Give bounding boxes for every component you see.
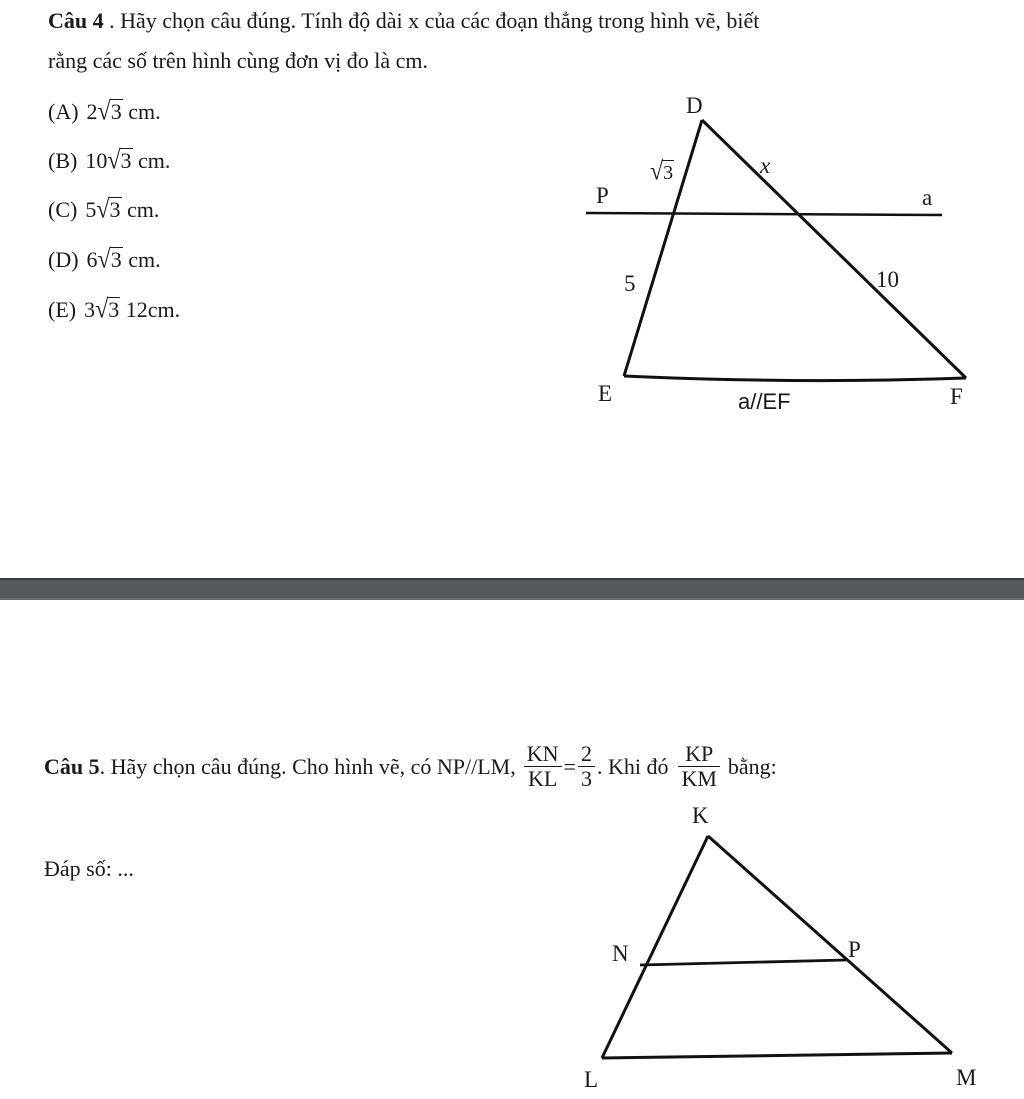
q5-statement-c: bằng: xyxy=(727,753,777,779)
q4-option-a[interactable]: (A) 2√3 cm. xyxy=(48,97,161,127)
option-letter: (D) xyxy=(48,247,79,272)
label-K: K xyxy=(692,803,709,828)
sqrt-symbol: √3 xyxy=(650,157,674,187)
option-letter: (A) xyxy=(48,99,79,124)
label-M: M xyxy=(956,1065,977,1090)
q4-option-b[interactable]: (B) 10√3 cm. xyxy=(48,146,171,176)
equals-sign: = xyxy=(563,753,576,779)
sqrt-symbol: √3 xyxy=(97,245,122,275)
label-F: F xyxy=(950,384,963,409)
q4-title: Câu 4 xyxy=(48,8,104,33)
sqrt-symbol: √3 xyxy=(107,146,132,176)
label-N: N xyxy=(612,941,629,966)
sqrt-symbol: √3 xyxy=(95,295,120,325)
label-D: D xyxy=(686,93,703,118)
label-L: L xyxy=(584,1067,599,1092)
fraction-KP-KM: $\frac{KP}{KM}$ xyxy=(678,742,719,791)
q4-option-e[interactable]: (E) 3√3 12cm. xyxy=(48,295,181,325)
q4-option-c[interactable]: (C) 5√3 cm. xyxy=(48,195,160,225)
option-letter: (E) xyxy=(48,297,77,322)
q5-statement-b: . Khi đó xyxy=(596,753,669,779)
label-5: 5 xyxy=(624,271,636,296)
label-10: 10 xyxy=(876,267,899,292)
sqrt-symbol: √3 xyxy=(97,97,122,127)
q5-title: Câu 5 xyxy=(44,753,100,779)
q5-answer-label[interactable]: Đáp số: ... xyxy=(44,856,134,881)
label-parallel-note: a//EF xyxy=(738,389,791,414)
sqrt-symbol: √3 xyxy=(96,195,121,225)
q4-option-d[interactable]: (D) 6√3 cm. xyxy=(48,245,161,275)
label-E: E xyxy=(598,381,613,406)
q4-statement-line2: rằng các số trên hình cùng đơn vị đo là cm. xyxy=(48,48,429,73)
segment-KM xyxy=(708,836,952,1053)
q4-statement-line1: . Hãy chọn câu đúng. Tính độ dài x của các đoạn thẳng trong hình vẽ, biết xyxy=(103,8,760,33)
option-letter: (B) xyxy=(48,148,78,173)
label-x: x xyxy=(760,153,771,178)
label-P: P xyxy=(596,183,609,208)
label-P-q5: P xyxy=(848,937,861,962)
segment-LM xyxy=(602,1053,952,1058)
q5-statement-a: . Hãy chọn câu đúng. Cho hình vẽ, có NP//LM, xyxy=(99,753,516,779)
fraction-KN-KL: $\frac{KN}{KL}$ xyxy=(524,742,562,791)
segment-NP xyxy=(640,960,846,965)
fraction-2-3: $\frac{2}{3}$ xyxy=(578,742,595,791)
label-a: a xyxy=(922,185,933,210)
option-letter: (C) xyxy=(48,197,78,222)
